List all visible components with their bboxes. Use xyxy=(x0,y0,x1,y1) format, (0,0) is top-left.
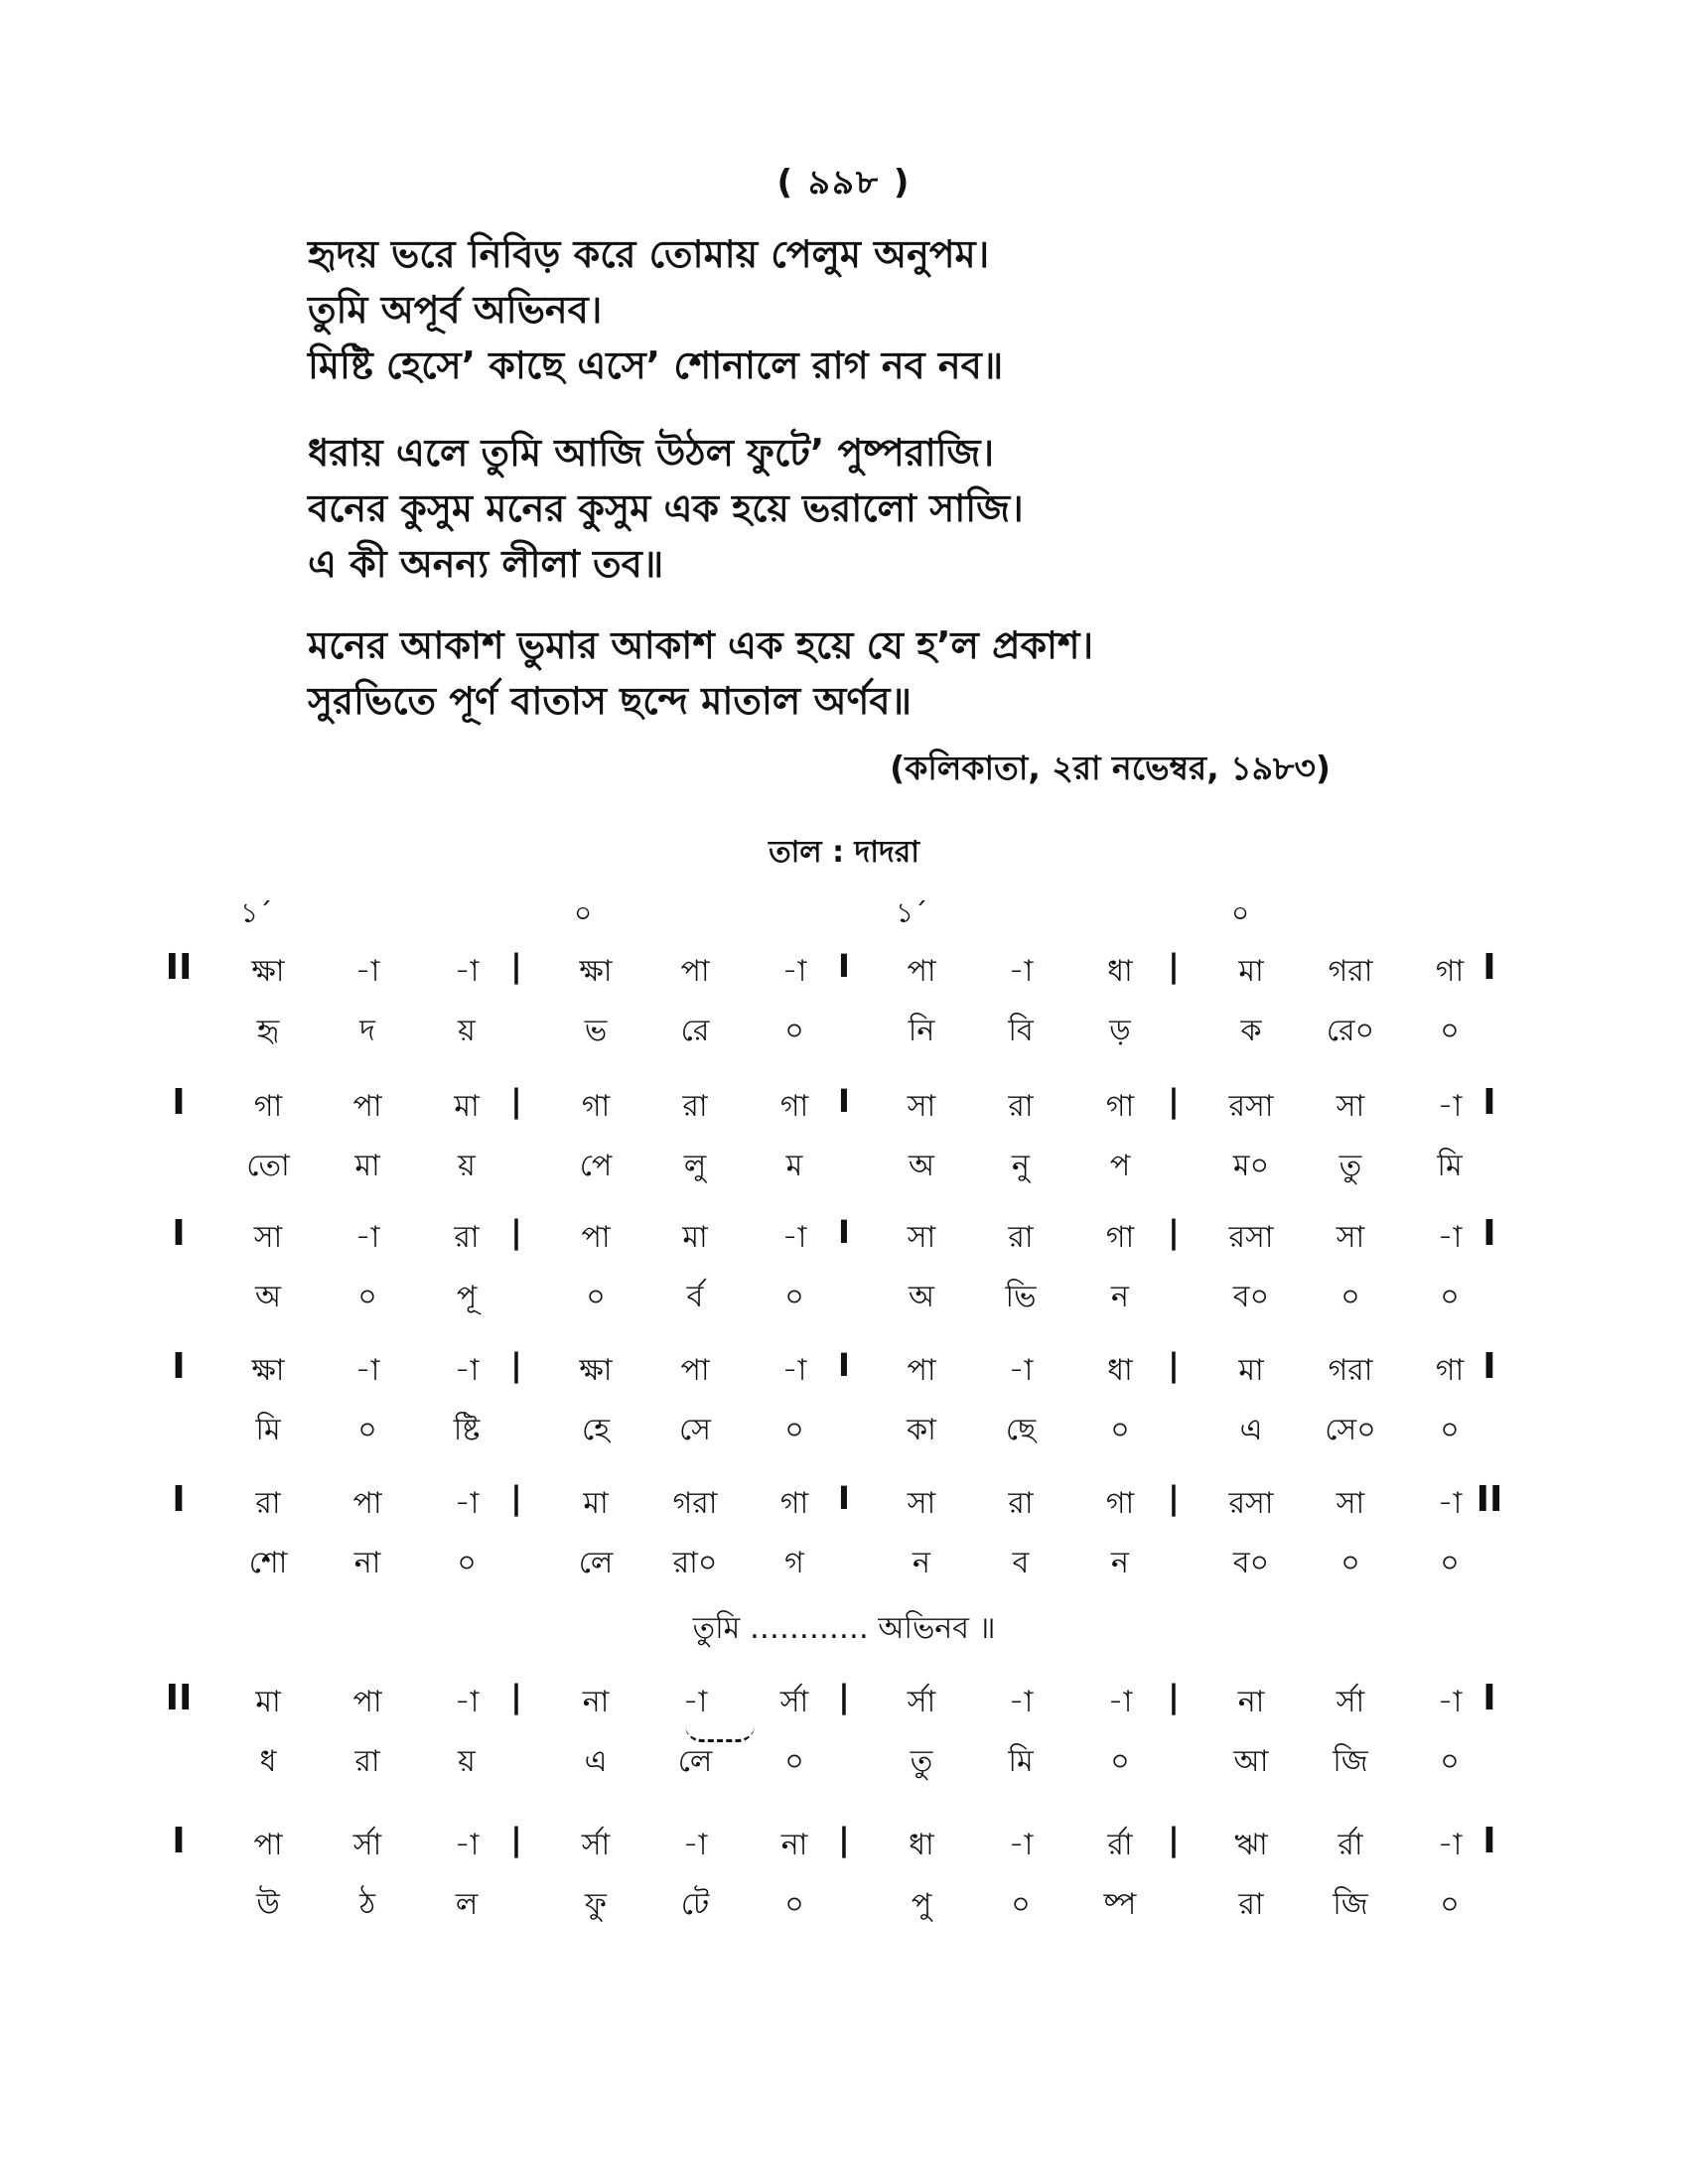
lyric-syllable: টে xyxy=(680,1887,710,1922)
swara-note: ক্ষা xyxy=(251,1353,285,1388)
stanza-1 xyxy=(308,226,1499,393)
bar-line-start: II xyxy=(165,947,193,988)
swara-note: সা xyxy=(1336,1220,1365,1255)
bar-line: | xyxy=(1168,1213,1180,1251)
swara-note: রা xyxy=(454,1220,480,1255)
lyric-syllable: রা০ xyxy=(672,1546,718,1580)
swara-note: -া xyxy=(354,1353,380,1388)
bar-line: | xyxy=(510,1678,522,1715)
lyric-syllable: তু xyxy=(1338,1149,1362,1183)
swara-note: গা xyxy=(779,1089,809,1124)
swara-note: পা xyxy=(680,1353,710,1388)
bar-line: I xyxy=(838,1213,850,1251)
lyric-syllable: লে xyxy=(677,1744,713,1779)
lyric-syllable: জি xyxy=(1333,1744,1368,1779)
lyric-syllable: ০ xyxy=(1011,1887,1031,1922)
bar-line: | xyxy=(1168,1821,1180,1858)
swara-note: র্সা xyxy=(581,1828,611,1862)
lyric-syllable: য় xyxy=(458,1744,476,1779)
bar-line-end: I xyxy=(1482,1082,1496,1123)
swara-note: -া xyxy=(1437,1220,1463,1255)
bar-line: | xyxy=(510,1213,522,1251)
stanza-line: তুমি অপূর্ব অভিনব। xyxy=(308,288,603,332)
lyric-syllable: মি xyxy=(1437,1149,1463,1183)
lyric-syllable: ০ xyxy=(784,1744,804,1779)
swara-note: পা xyxy=(581,1220,611,1255)
lyric-syllable: লু xyxy=(683,1149,707,1183)
bar-line-start: I xyxy=(172,1213,186,1254)
swara-note: গা xyxy=(1105,1089,1135,1124)
lyric-syllable: উ xyxy=(256,1887,280,1922)
lyric-syllable: পু xyxy=(911,1887,932,1922)
swara-note: পা xyxy=(907,1353,936,1388)
swara-note: ধা xyxy=(1107,954,1133,989)
lyric-syllable: সে xyxy=(679,1413,711,1447)
lyric-syllable: হে xyxy=(582,1413,610,1447)
swara-note: -া xyxy=(1008,1685,1034,1719)
stanza-line: সুরভিতে পূর্ণ বাতাস ছন্দে মাতাল অর্ণব॥ xyxy=(308,679,912,723)
notation-row xyxy=(0,1479,1688,1618)
swara-note: ধা xyxy=(1107,1353,1133,1388)
bar-line: | xyxy=(510,1346,522,1384)
lyric-syllable: ০ xyxy=(1440,1546,1460,1580)
notation-row xyxy=(0,1346,1688,1485)
lyric-syllable: ০ xyxy=(1440,1014,1460,1048)
swara-note: র্সা xyxy=(352,1828,382,1862)
bar-line-start: I xyxy=(172,1346,186,1387)
stanza-3 xyxy=(308,617,1499,729)
lyric-syllable: ক xyxy=(1240,1014,1262,1048)
stanza-2 xyxy=(308,425,1499,592)
swara-note: -া xyxy=(454,954,480,989)
swara-note: -া xyxy=(1008,1353,1034,1388)
lyric-syllable: এ xyxy=(584,1744,608,1779)
lyric-syllable: ০ xyxy=(457,1546,477,1580)
bar-line: | xyxy=(1168,1082,1180,1120)
bar-line: I xyxy=(838,1082,850,1120)
bar-line-end: I xyxy=(1482,1678,1496,1718)
slur-mark xyxy=(685,1725,755,1742)
lyric-syllable: মি xyxy=(1008,1744,1034,1779)
lyric-syllable: পূ xyxy=(456,1280,478,1314)
swara-note: মা xyxy=(454,1089,480,1124)
lyric-syllable: য় xyxy=(458,1014,476,1048)
bar-line-end: I xyxy=(1482,947,1496,988)
lyric-syllable: ব০ xyxy=(1232,1546,1270,1580)
swara-note: রসা xyxy=(1228,1486,1274,1521)
bar-line-end: I xyxy=(1482,1213,1496,1254)
swara-note: ক্ষা xyxy=(579,954,613,989)
lyric-syllable: রে০ xyxy=(1326,1014,1375,1048)
swara-note: সা xyxy=(907,1486,936,1521)
lyric-syllable: জি xyxy=(1333,1887,1368,1922)
swara-note: গা xyxy=(253,1089,283,1124)
lyric-syllable: অ xyxy=(255,1280,281,1314)
taal-heading: তাল : দাদরা xyxy=(769,835,919,870)
swara-note: -া xyxy=(1437,1486,1463,1521)
swara-note: ক্ষা xyxy=(251,954,285,989)
swara-note: রা xyxy=(1008,1220,1034,1255)
swara-note: র্সা xyxy=(907,1685,936,1719)
notation-row xyxy=(0,1213,1688,1352)
lyric-syllable: ০ xyxy=(1440,1413,1460,1447)
place-date-note: (কলিকাতা, ২রা নভেম্বর, ১৯৮৩) xyxy=(890,749,1331,787)
lyric-syllable: নু xyxy=(1012,1149,1030,1183)
lyric-syllable: এ xyxy=(1239,1413,1263,1447)
stanza-line: মিষ্টি হেসে’ কাছে এসে’ শোনালে রাগ নব নব॥ xyxy=(308,343,1004,387)
lyric-syllable: ০ xyxy=(784,1280,804,1314)
lyric-syllable: শো xyxy=(248,1546,288,1580)
lyric-syllable: আ xyxy=(1233,1744,1269,1779)
swara-note: -া xyxy=(1107,1685,1133,1719)
swara-note: -া xyxy=(781,954,807,989)
notation-row xyxy=(0,1678,1688,1817)
lyric-syllable: ষ্প xyxy=(1103,1887,1137,1922)
bar-line-start: I xyxy=(172,1082,186,1123)
lyric-syllable: ল xyxy=(455,1887,479,1922)
lyric-syllable: ভি xyxy=(1005,1280,1037,1314)
lyric-syllable: য় xyxy=(458,1149,476,1183)
swara-note: গরা xyxy=(672,1486,718,1521)
swara-note: ধা xyxy=(909,1828,934,1862)
lyric-syllable: র্ব xyxy=(686,1280,704,1314)
swara-note: -া xyxy=(354,954,380,989)
swara-note: না xyxy=(780,1828,808,1862)
swara-note: মা xyxy=(583,1486,609,1521)
lyric-syllable: কা xyxy=(907,1413,936,1447)
swara-note: না xyxy=(1237,1685,1265,1719)
swara-note: গা xyxy=(1105,1486,1135,1521)
swara-note: -া xyxy=(1437,1828,1463,1862)
swara-note: গা xyxy=(581,1089,611,1124)
stanza-line: ধরায় এলে তুমি আজি উঠল ফুটে’ পুষ্পরাজি। xyxy=(308,431,995,475)
lyric-syllable: ষ্টি xyxy=(453,1413,481,1447)
tal-mark: ০ xyxy=(574,896,593,929)
swara-note: রসা xyxy=(1228,1089,1274,1124)
lyric-syllable: প xyxy=(1109,1149,1131,1183)
tal-mark: ০ xyxy=(1231,896,1250,929)
lyric-syllable: ছে xyxy=(1005,1413,1037,1447)
lyric-syllable: সে০ xyxy=(1325,1413,1376,1447)
lyric-syllable: ০ xyxy=(1440,1744,1460,1779)
lyric-syllable: ঠ xyxy=(358,1887,376,1922)
stanza-line: বনের কুসুম মনের কুসুম এক হয়ে ভরালো সাজি। xyxy=(308,486,1024,530)
swara-note: পা xyxy=(352,1089,382,1124)
lyric-syllable: তু xyxy=(910,1744,933,1779)
swara-note: গরা xyxy=(1328,1353,1373,1388)
bar-line: | xyxy=(1168,1346,1180,1384)
lyric-syllable: ব০ xyxy=(1232,1280,1270,1314)
swara-note: রসা xyxy=(1228,1220,1274,1255)
lyric-syllable: অ xyxy=(909,1149,934,1183)
lyric-syllable: ০ xyxy=(784,1887,804,1922)
swara-note: পা xyxy=(253,1828,283,1862)
swara-note: -া xyxy=(1008,1828,1034,1862)
swara-note: রা xyxy=(1008,1089,1034,1124)
bar-line-start: II xyxy=(165,1678,193,1718)
swara-note: র্সা xyxy=(1336,1685,1365,1719)
lyric-syllable: নি xyxy=(908,1014,935,1048)
swara-note: র্সা xyxy=(779,1685,809,1719)
interlude-line: তুমি ………… অভিনব ॥ xyxy=(692,1611,996,1646)
swara-note: রা xyxy=(682,1089,708,1124)
lyric-syllable: ০ xyxy=(1440,1887,1460,1922)
bar-line-end: I xyxy=(1482,1821,1496,1861)
bar-line: I xyxy=(838,947,850,985)
swara-note: মা xyxy=(682,1220,708,1255)
notation-row xyxy=(0,1821,1688,1960)
lyric-syllable: ০ xyxy=(1340,1546,1360,1580)
lyric-syllable: রা xyxy=(354,1744,380,1779)
bar-line: | xyxy=(510,1821,522,1858)
lyric-syllable: ভ xyxy=(584,1014,608,1048)
swara-note: সা xyxy=(907,1220,936,1255)
bar-line: | xyxy=(510,1082,522,1120)
swara-note: মা xyxy=(255,1685,281,1719)
swara-note: -া xyxy=(781,1220,807,1255)
lyric-syllable: মা xyxy=(354,1149,380,1183)
notation-row xyxy=(0,1082,1688,1221)
lyric-syllable: ০ xyxy=(1440,1280,1460,1314)
lyric-syllable: ন xyxy=(1111,1546,1129,1580)
lyric-syllable: ০ xyxy=(784,1413,804,1447)
lyric-syllable: দ xyxy=(359,1014,375,1048)
bar-line-start: I xyxy=(172,1479,186,1520)
lyric-syllable: ০ xyxy=(586,1280,606,1314)
bar-line: | xyxy=(510,1479,522,1517)
swara-note: গা xyxy=(1435,1353,1465,1388)
swara-note: মা xyxy=(1238,954,1264,989)
swara-note: সা xyxy=(1336,1486,1365,1521)
lyric-syllable: ০ xyxy=(784,1014,804,1048)
tal-mark: ১´ xyxy=(240,896,273,929)
lyric-syllable: ০ xyxy=(1110,1744,1130,1779)
bar-line: I xyxy=(838,1346,850,1384)
swara-note: -া xyxy=(454,1828,480,1862)
lyric-syllable: পে xyxy=(579,1149,613,1183)
swara-note: সা xyxy=(907,1089,936,1124)
stanza-line: এ কী অনন্য লীলা তব॥ xyxy=(308,542,664,586)
lyric-syllable: ০ xyxy=(1340,1280,1360,1314)
lyric-syllable: রা xyxy=(1238,1887,1264,1922)
lyric-syllable: ধ xyxy=(259,1744,277,1779)
swara-note: -া xyxy=(1437,1089,1463,1124)
lyric-syllable: হৃ xyxy=(256,1014,280,1048)
bar-line: | xyxy=(1168,1479,1180,1517)
lyric-syllable: ম০ xyxy=(1232,1149,1270,1183)
swara-note: ক্ষা xyxy=(579,1353,613,1388)
lyric-syllable: ন xyxy=(1111,1280,1129,1314)
lyric-syllable: ড় xyxy=(1109,1014,1131,1048)
swara-note: পা xyxy=(907,954,936,989)
swara-note: -া xyxy=(1008,954,1034,989)
swara-note: -া xyxy=(454,1353,480,1388)
swara-note: সা xyxy=(253,1220,283,1255)
bar-line-end: II xyxy=(1476,1479,1503,1520)
bar-line: | xyxy=(838,1678,850,1715)
swara-note: -া xyxy=(781,1353,807,1388)
bar-line: | xyxy=(838,1821,850,1858)
lyric-syllable: বি xyxy=(1008,1014,1034,1048)
bar-line: | xyxy=(510,947,522,985)
swara-note: -া xyxy=(454,1685,480,1719)
lyric-syllable: তো xyxy=(246,1149,290,1183)
swara-note: সা xyxy=(1336,1089,1365,1124)
tal-mark: ১´ xyxy=(896,896,928,929)
bar-line-start: I xyxy=(172,1821,186,1861)
lyric-syllable: ফু xyxy=(585,1887,607,1922)
lyric-syllable: অ xyxy=(909,1280,934,1314)
swara-note: গা xyxy=(1435,954,1465,989)
swara-note: র্রা xyxy=(1337,1828,1363,1862)
swara-note: -া xyxy=(454,1486,480,1521)
swara-note: গরা xyxy=(1328,954,1373,989)
lyric-syllable: ০ xyxy=(357,1280,377,1314)
swara-note: পা xyxy=(680,954,710,989)
lyric-syllable: না xyxy=(353,1546,381,1580)
stanza-line: হৃদয় ভরে নিবিড় করে তোমায় পেলুম অনুপম। xyxy=(308,232,990,276)
lyric-syllable: রে xyxy=(680,1014,710,1048)
swara-note: মা xyxy=(1238,1353,1264,1388)
bar-line: | xyxy=(1168,947,1180,985)
swara-note: -া xyxy=(682,1685,708,1719)
lyric-syllable: গ xyxy=(784,1546,804,1580)
swara-note: রা xyxy=(1008,1486,1034,1521)
bar-line: | xyxy=(1168,1678,1180,1715)
lyric-syllable: ব xyxy=(1012,1546,1030,1580)
bar-line: I xyxy=(838,1479,850,1517)
lyric-syllable: লে xyxy=(578,1546,614,1580)
swara-note: গা xyxy=(1105,1220,1135,1255)
swara-note: ঋা xyxy=(1234,1828,1268,1862)
lyric-syllable: ০ xyxy=(1110,1413,1130,1447)
lyric-syllable: ০ xyxy=(357,1413,377,1447)
swara-note: রা xyxy=(255,1486,281,1521)
lyric-syllable: ম xyxy=(785,1149,803,1183)
song-number: ( ৯৯৮ ) xyxy=(776,163,912,203)
swara-note: -া xyxy=(354,1220,380,1255)
swara-note: -া xyxy=(682,1828,708,1862)
swara-note: গা xyxy=(779,1486,809,1521)
bar-line-end: I xyxy=(1482,1346,1496,1387)
swara-note: র্রা xyxy=(1107,1828,1133,1862)
swara-note: না xyxy=(582,1685,610,1719)
tal-marks xyxy=(0,891,1688,931)
stanza-line: মনের আকাশ ভুমার আকাশ এক হয়ে যে হ’ল প্রকাশ। xyxy=(308,623,1094,667)
swara-note: পা xyxy=(352,1486,382,1521)
lyric-syllable: ন xyxy=(913,1546,930,1580)
notation-row xyxy=(0,947,1688,1086)
swara-note: পা xyxy=(352,1685,382,1719)
lyric-syllable: মি xyxy=(255,1413,281,1447)
swara-note: -া xyxy=(1437,1685,1463,1719)
